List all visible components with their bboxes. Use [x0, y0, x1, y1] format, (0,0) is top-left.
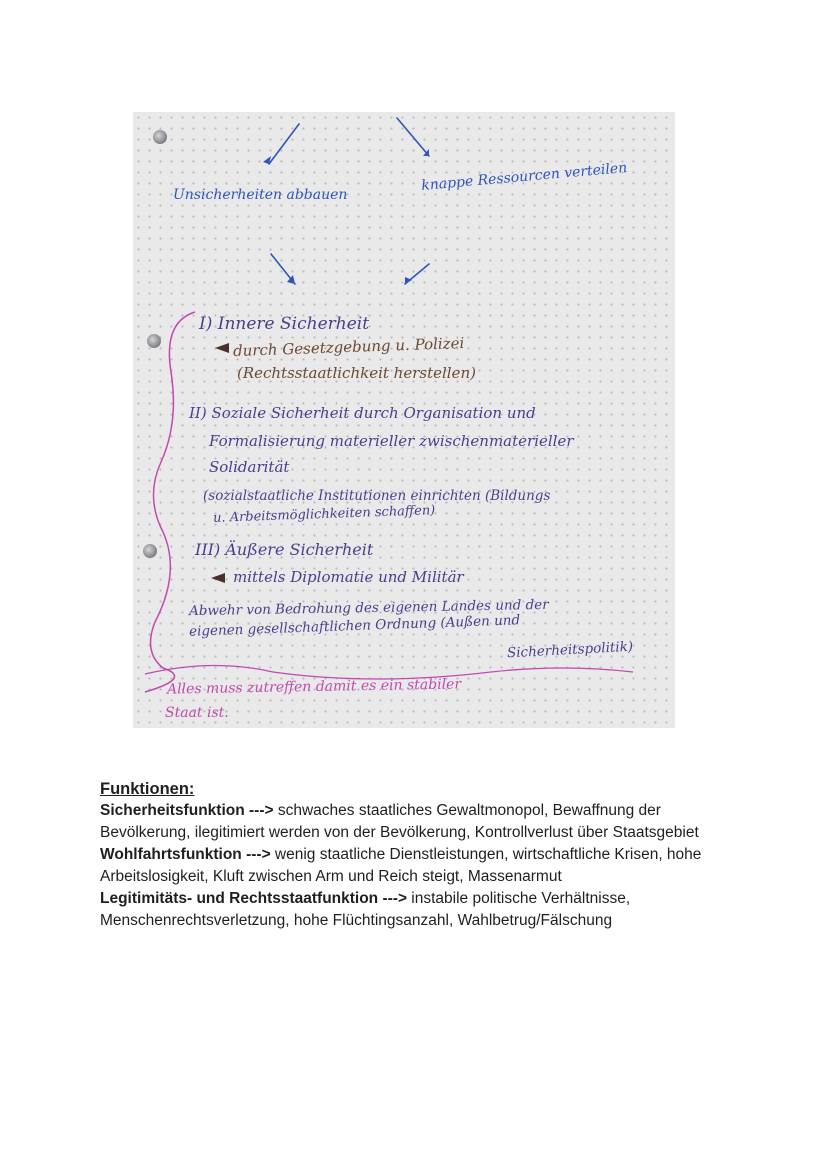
bullet-arrow-icon [211, 573, 225, 583]
function-label: Legitimitäts- und Rechtsstaatfunktion ---> [100, 890, 407, 907]
section3-line: eigenen gesellschaftlichen Ordnung (Außen und [188, 612, 521, 640]
section1-line: durch Gesetzgebung u. Polizei [232, 333, 465, 361]
section3-title: III) Äußere Sicherheit [195, 540, 374, 559]
function-description: instabile politische Verhältnisse, Menschenrechtsverletzung, hohe Flüchtingsanzahl, Wahlbetrug/Fälschung [100, 890, 631, 929]
arrow-down-left-icon [269, 124, 299, 164]
section2-line: (sozialstaatliche Institutionen einrichten (Bildungs [203, 488, 551, 504]
section-heading: Funktionen: [100, 780, 195, 798]
section2-line: u. Arbeitsmöglichkeiten schaffen) [212, 503, 436, 526]
note-top-left: Unsicherheiten abbauen [173, 187, 348, 203]
section3-line: Abwehr von Bedrohung des eigenen Landes und der [188, 596, 549, 620]
footer-line: Alles muss zutreffen damit es ein stabiler [166, 676, 462, 698]
function-label: Sicherheitsfunktion ---> [100, 802, 274, 819]
note-top-right: knappe Ressourcen verteilen [420, 160, 628, 194]
function-paragraph [100, 800, 740, 844]
section2-line: Formalisierung materieller zwischenmaterieller [209, 432, 574, 450]
function-paragraph [100, 888, 740, 932]
function-description: schwaches staatliches Gewaltmonopol, Bewaffnung der Bevölkerung, ilegitimiert werden von der Bevölkerung, Kontrollverlust über Staatsgebiet [100, 802, 699, 841]
functions-text [100, 778, 740, 932]
section-brace [145, 312, 195, 692]
bullet-arrow-icon [215, 343, 229, 353]
function-paragraph [100, 844, 740, 888]
function-description: wenig staatliche Dienstleistungen, wirtschaftliche Krisen, hohe Arbeitslosigkeit, Kluft zwischen Arm und Reich steigt, Massenarmut [100, 846, 702, 885]
section1-title: I) Innere Sicherheit [199, 314, 370, 334]
section3-line: mittels Diplomatie und Militär [233, 568, 464, 586]
section2-line: Solidarität [209, 458, 290, 476]
arrow-down-right-icon [397, 118, 429, 156]
section2-line: II) Soziale Sicherheit durch Organisation und [189, 404, 536, 422]
footer-line: Staat ist. [165, 705, 229, 721]
section3-line: Sicherheitspolitik) [506, 638, 634, 662]
handwritten-notes-photo [133, 112, 675, 728]
section1-line: (Rechtsstaatlichkeit herstellen) [237, 364, 476, 382]
function-label: Wohlfahrtsfunktion ---> [100, 846, 271, 863]
